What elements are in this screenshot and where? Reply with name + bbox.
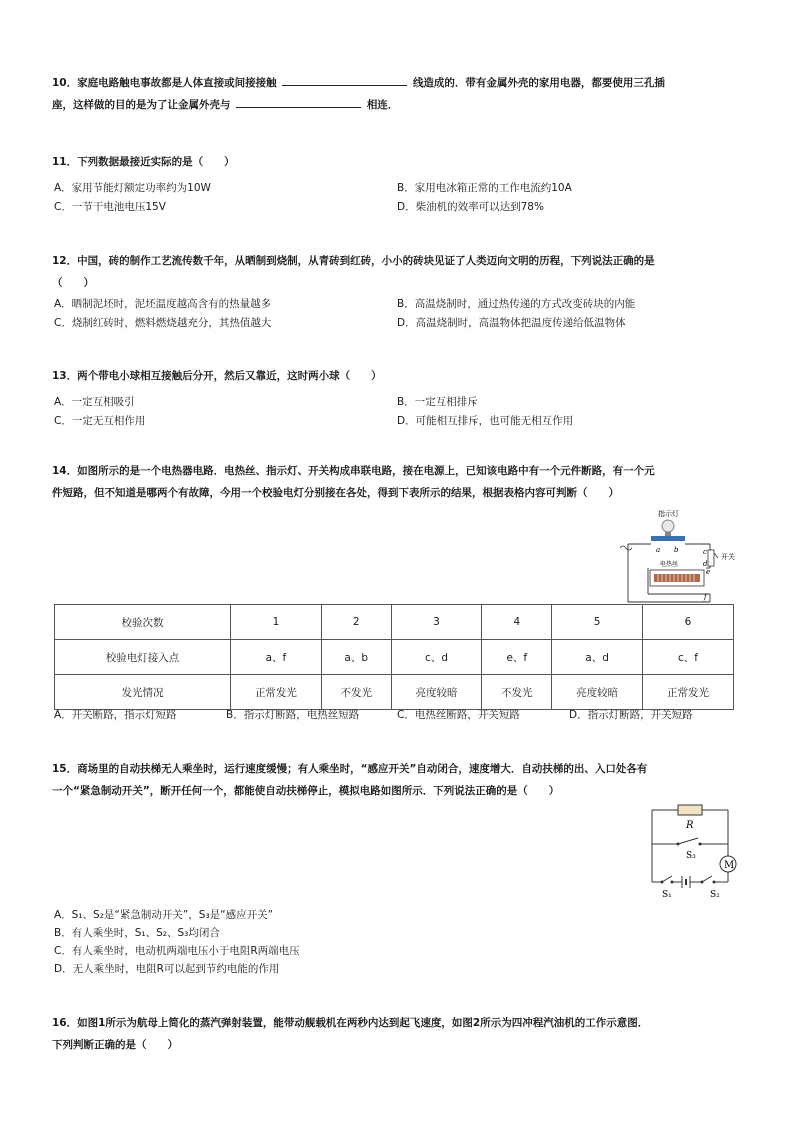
question-14-stem bbox=[52, 460, 752, 504]
indicator-lamp-icon bbox=[651, 520, 685, 541]
q14-option-a[interactable]: A．开关断路，指示灯短路 bbox=[54, 709, 177, 721]
point-a: a bbox=[656, 546, 661, 554]
q12-option-b[interactable]: B．高温烧制时，通过热传递的方式改变砖块的内能 bbox=[397, 298, 636, 310]
table-cell: c、f bbox=[643, 640, 734, 675]
q15-option-b[interactable]: B．有人乘坐时，S₁、S₂、S₃均闭合 bbox=[54, 927, 220, 939]
s2-switch-icon bbox=[701, 876, 716, 884]
check-result-table bbox=[54, 604, 734, 710]
q12-option-c[interactable]: C．烧制红砖时，燃料燃烧越充分，其热值越大 bbox=[54, 317, 272, 329]
switch-icon bbox=[708, 550, 718, 566]
q13-option-a[interactable]: A．一定互相吸引 bbox=[54, 396, 135, 408]
table-cell: c、d bbox=[391, 640, 482, 675]
table-cell: 不发光 bbox=[321, 675, 391, 710]
q11-option-a[interactable]: A．家用节能灯额定功率约为10W bbox=[54, 182, 211, 194]
resistor-label: R bbox=[686, 820, 694, 831]
table-cell: a、b bbox=[321, 640, 391, 675]
question-16-stem bbox=[52, 1012, 752, 1056]
q12-option-a[interactable]: A．晒制泥坯时，泥坯温度越高含有的热量越多 bbox=[54, 298, 272, 310]
q10-text-a: 10．家庭电路触电事故都是人体直接或间接接触 bbox=[52, 77, 277, 89]
q10-blank-2[interactable] bbox=[236, 95, 361, 108]
table-cell: e、f bbox=[482, 640, 552, 675]
q16-stem-line-2: 下列判断正确的是（ ） bbox=[52, 1039, 178, 1051]
lamp-label: 指示灯 bbox=[658, 510, 679, 518]
s3-switch-icon bbox=[677, 838, 702, 846]
s2-label: S₂ bbox=[710, 890, 720, 900]
q12-option-d[interactable]: D．高温烧制时，高温物体把温度传递给低温物体 bbox=[397, 317, 626, 329]
table-cell: 3 bbox=[391, 605, 482, 640]
q14-option-b[interactable]: B．指示灯断路，电热丝短路 bbox=[226, 709, 360, 721]
switch-label: 开关 bbox=[721, 553, 735, 561]
q13-option-c[interactable]: C．一定无互相作用 bbox=[54, 415, 146, 427]
heating-wire-icon bbox=[650, 570, 704, 586]
motor-icon bbox=[720, 856, 736, 872]
point-f: f bbox=[704, 593, 707, 601]
table-cell: 亮度较暗 bbox=[391, 675, 482, 710]
q12-stem-line-1: 12．中国，砖的制作工艺流传数千年，从晒制到烧制，从青砖到红砖，小小的砖块见证了人类迈向文明的历程，下列说法正确的是 bbox=[52, 255, 655, 267]
resistor-icon bbox=[678, 805, 702, 815]
q14-stem-line-2: 件短路，但不知道是哪两个有故障，今用一个校验电灯分别接在各处，得到下表所示的结果，根据表格内容可判断（ ） bbox=[52, 487, 619, 499]
q14-option-c[interactable]: C．电热丝断路，开关短路 bbox=[397, 709, 520, 721]
table-cell: 正常发光 bbox=[231, 675, 322, 710]
q15-stem-line-1: 15．商场里的自动扶梯无人乘坐时，运行速度缓慢；有人乘坐时，“感应开关”自动闭合，速度增大．自动扶梯的出、入口处各有 bbox=[52, 763, 648, 775]
table-cell: a、d bbox=[552, 640, 643, 675]
heater-circuit-diagram bbox=[618, 506, 744, 604]
table-cell: 正常发光 bbox=[643, 675, 734, 710]
table-cell: 2 bbox=[321, 605, 391, 640]
escalator-circuit-diagram bbox=[640, 800, 744, 900]
table-row-head: 发光情况 bbox=[55, 675, 231, 710]
q12-stem-line-2: （ ） bbox=[52, 277, 94, 289]
q10-text-d: 相连． bbox=[366, 99, 399, 111]
q10-text-b: 线造成的．带有金属外壳的家用电器，都要使用三孔插 bbox=[412, 77, 665, 89]
table-cell: 1 bbox=[231, 605, 322, 640]
q13-option-d[interactable]: D．可能相互排斥，也可能无相互作用 bbox=[397, 415, 574, 427]
question-13-stem: 13．两个带电小球相互接触后分开，然后又靠近，这时两小球（ ） bbox=[52, 370, 382, 382]
s1-switch-icon bbox=[661, 876, 674, 884]
table-row-head: 校验电灯接入点 bbox=[55, 640, 231, 675]
table-row-head: 校验次数 bbox=[55, 605, 231, 640]
question-12-stem bbox=[52, 250, 752, 294]
wire-label: 电热丝 bbox=[660, 561, 679, 568]
q15-stem-line-2: 一个“紧急制动开关”，断开任何一个，都能使自动扶梯停止，模拟电路如图所示．下列说法正确的是（ ） bbox=[52, 785, 560, 797]
q15-option-a[interactable]: A．S₁、S₂是“紧急制动开关”，S₃是“感应开关” bbox=[54, 909, 274, 921]
q10-blank-1[interactable] bbox=[282, 73, 407, 86]
table-cell: 5 bbox=[552, 605, 643, 640]
point-e: e bbox=[706, 568, 711, 576]
q14-option-d[interactable]: D．指示灯断路，开关短路 bbox=[569, 709, 693, 721]
q15-option-c[interactable]: C．有人乘坐时，电动机两端电压小于电阻R两端电压 bbox=[54, 945, 300, 957]
table-row bbox=[55, 605, 734, 640]
point-d: d bbox=[703, 560, 708, 568]
table-cell: 4 bbox=[482, 605, 552, 640]
question-11-stem: 11．下列数据最接近实际的是（ ） bbox=[52, 156, 235, 168]
table-cell: 不发光 bbox=[482, 675, 552, 710]
q13-option-b[interactable]: B．一定互相排斥 bbox=[397, 396, 478, 408]
q10-text-c: 座，这样做的目的是为了让金属外壳与 bbox=[52, 99, 231, 111]
table-cell: a、f bbox=[231, 640, 322, 675]
q11-option-c[interactable]: C．一节干电池电压15V bbox=[54, 201, 166, 213]
question-15-stem bbox=[52, 758, 752, 802]
motor-label: M bbox=[724, 860, 735, 871]
table-cell: 亮度较暗 bbox=[552, 675, 643, 710]
table-row bbox=[55, 640, 734, 675]
q16-stem-line-1: 16．如图1所示为航母上简化的蒸汽弹射装置，能带动舰载机在两秒内达到起飞速度，如图2所示为四冲程汽油机的工作示意图． bbox=[52, 1017, 649, 1029]
table-cell: 6 bbox=[643, 605, 734, 640]
point-b: b bbox=[674, 546, 679, 554]
q14-stem-line-1: 14．如图所示的是一个电热器电路．电热丝、指示灯、开关构成串联电路，接在电源上，已知该电路中有一个元件断路，有一个元 bbox=[52, 465, 655, 477]
point-c: c bbox=[703, 548, 707, 556]
question-10 bbox=[52, 72, 742, 116]
q15-option-d[interactable]: D．无人乘坐时，电阻R可以起到节约电能的作用 bbox=[54, 963, 280, 975]
q11-option-b[interactable]: B．家用电冰箱正常的工作电流约10A bbox=[397, 182, 572, 194]
ac-source-icon bbox=[620, 546, 632, 550]
table-row bbox=[55, 675, 734, 710]
q11-option-d[interactable]: D．柴油机的效率可以达到78% bbox=[397, 201, 544, 213]
s3-label: S₃ bbox=[686, 851, 696, 861]
battery-icon bbox=[682, 876, 690, 888]
s1-label: S₁ bbox=[662, 890, 672, 900]
